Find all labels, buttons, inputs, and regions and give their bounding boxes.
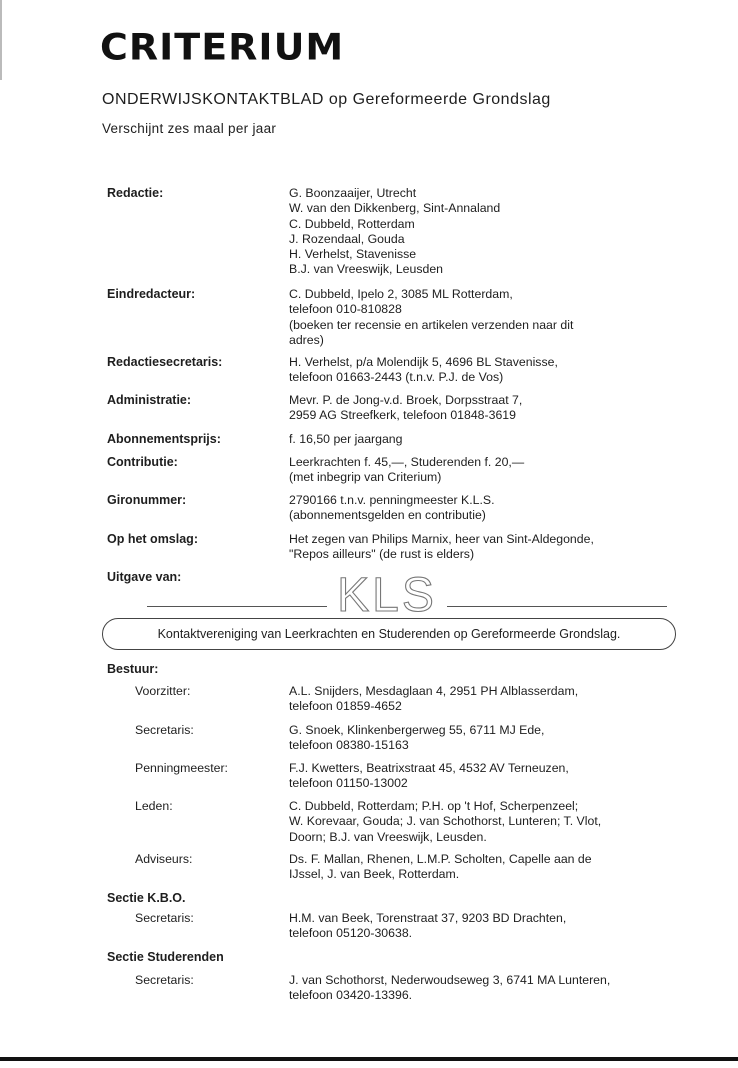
publication-frequency: Verschijnt zes maal per jaar xyxy=(102,121,277,136)
rule-left xyxy=(147,606,327,607)
masthead-subtitle: ONDERWIJSKONTAKTBLAD op Gereformeerde Grondslag xyxy=(102,91,551,108)
bestuur-heading: Bestuur: xyxy=(107,662,159,676)
bottom-rule xyxy=(0,1057,738,1061)
kbo-secretaris-label: Secretaris: xyxy=(135,911,194,925)
penningmeester-label: Penningmeester: xyxy=(135,761,228,775)
redactie-label: Redactie: xyxy=(107,186,164,200)
voorzitter-value: A.L. Snijders, Mesdaglaan 4, 2951 PH Alblasserdam, telefoon 01859-4652 xyxy=(289,684,579,714)
adviseurs-value: Ds. F. Mallan, Rhenen, L.M.P. Scholten, Capelle aan de IJssel, J. van Beek, Rotterdam. xyxy=(289,852,592,882)
studerenden-secretaris-label: Secretaris: xyxy=(135,973,194,987)
rule-right xyxy=(447,606,667,607)
redactiesecretaris-value: H. Verhelst, p/a Molendijk 5, 4696 BL Stavenisse, telefoon 01663-2443 (t.n.v. P.J. de Vos) xyxy=(289,355,558,385)
leden-value: C. Dubbeld, Rotterdam; P.H. op 't Hof, Scherpenzeel; W. Korevaar, Gouda; J. van Schothorst, Lunteren; T. Vlot, Doorn; B.J. van Vreeswijk, Leusden. xyxy=(289,799,602,844)
omslag-value: Het zegen van Philips Marnix, heer van Sint-Aldegonde, "Repos ailleurs" (de rust is elders) xyxy=(289,532,594,562)
redactiesecretaris-label: Redactiesecretaris: xyxy=(107,355,223,369)
administratie-label: Administratie: xyxy=(107,393,192,407)
secretaris-label: Secretaris: xyxy=(135,723,194,737)
contributie-label: Contributie: xyxy=(107,455,178,469)
kls-logo xyxy=(327,570,447,618)
masthead-title: CRITERIUM xyxy=(100,26,345,68)
studerenden-secretaris-value: J. van Schothorst, Nederwoudseweg 3, 6741 MA Lunteren, telefoon 03420-13396. xyxy=(289,973,611,1003)
voorzitter-label: Voorzitter: xyxy=(135,684,191,698)
secretaris-value: G. Snoek, Klinkenbergerweg 55, 6711 MJ Ede, telefoon 08380-15163 xyxy=(289,723,545,753)
eindredacteur-label: Eindredacteur: xyxy=(107,287,196,301)
gironummer-label: Gironummer: xyxy=(107,493,187,507)
adviseurs-label: Adviseurs: xyxy=(135,852,193,866)
abonnementsprijs-value: f. 16,50 per jaargang xyxy=(289,432,403,446)
organization-banner: Kontaktvereniging van Leerkrachten en Studerenden op Gereformeerde Grondslag. xyxy=(102,618,676,650)
eindredacteur-value: C. Dubbeld, Ipelo 2, 3085 ML Rotterdam, telefoon 010-810828 (boeken ter recensie en artikelen verzenden naar dit adres) xyxy=(289,287,574,347)
page-edge xyxy=(0,0,2,80)
penningmeester-value: F.J. Kwetters, Beatrixstraat 45, 4532 AV Terneuzen, telefoon 01150-13002 xyxy=(289,761,569,791)
contributie-value: Leerkrachten f. 45,—, Studerenden f. 20,— (met inbegrip van Criterium) xyxy=(289,455,525,485)
kls-logo-text: KLS xyxy=(337,570,437,618)
sectie-studerenden-heading: Sectie Studerenden xyxy=(107,950,224,964)
administratie-value: Mevr. P. de Jong-v.d. Broek, Dorpsstraat 7, 2959 AG Streefkerk, telefoon 01848-3619 xyxy=(289,393,523,423)
abonnementsprijs-label: Abonnementsprijs: xyxy=(107,432,221,446)
redactie-value: G. Boonzaaijer, Utrecht W. van den Dikkenberg, Sint-Annaland C. Dubbeld, Rotterdam J. Rozendaal, Gouda H. Verhelst, Stavenisse B.J. van Vreeswijk, Leusden xyxy=(289,186,501,277)
kbo-secretaris-value: H.M. van Beek, Torenstraat 37, 9203 BD Drachten, telefoon 05120-30638. xyxy=(289,911,567,941)
omslag-label: Op het omslag: xyxy=(107,532,198,546)
gironummer-value: 2790166 t.n.v. penningmeester K.L.S. (abonnementsgelden en contributie) xyxy=(289,493,495,523)
leden-label: Leden: xyxy=(135,799,173,813)
sectie-kbo-heading: Sectie K.B.O. xyxy=(107,891,186,905)
uitgave-label: Uitgave van: xyxy=(107,570,182,584)
